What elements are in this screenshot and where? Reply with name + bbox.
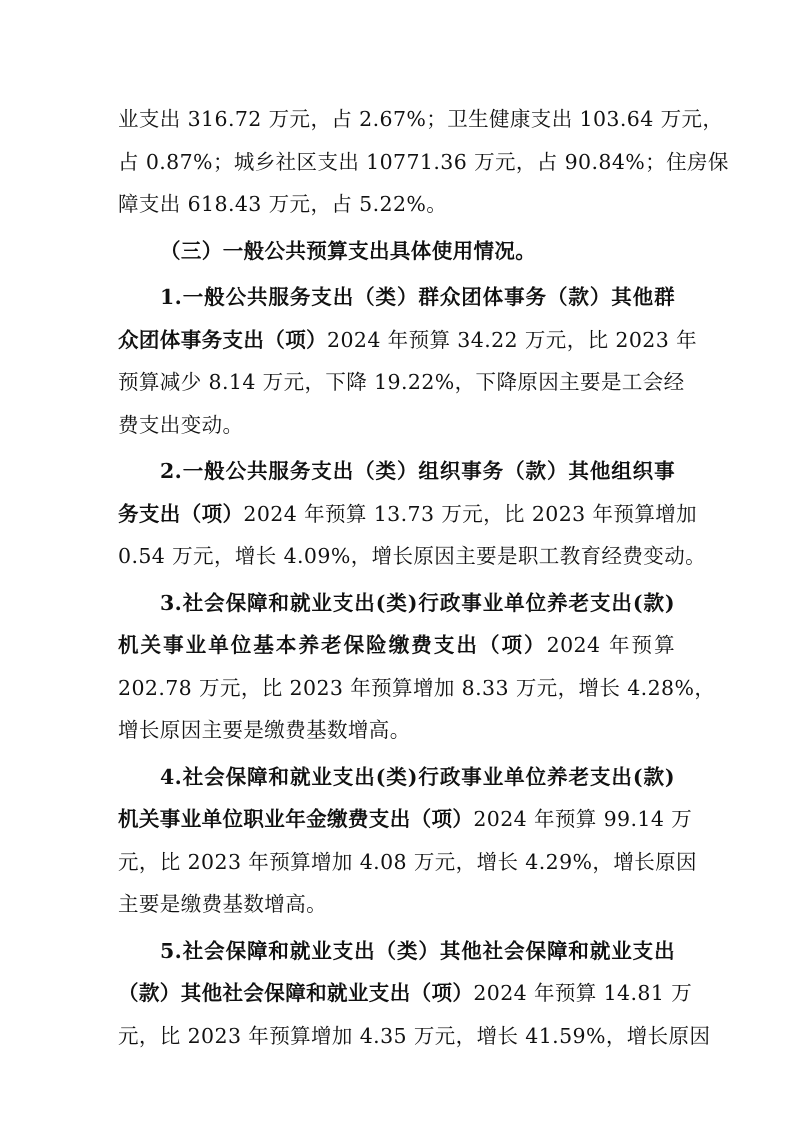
bold-text: 4.社会保障和就业支出(类)行政事业单位养老支出(款) [160,764,675,789]
text-line [118,493,698,536]
item-2-heading [118,450,675,493]
text-line [118,709,675,752]
bold-text: 2.一般公共服务支出（类）组织事务（款）其他组织事 [160,459,675,483]
item-1-heading [118,276,675,319]
line-text: 2024 年预算 99.14 万 [473,807,693,831]
bold-text: 务支出（项） [118,501,244,526]
line-text: 元，比 2023 年预算增加 4.08 万元，增长 4.29%，增长原因 [118,849,697,874]
text-line [118,841,697,884]
line-text: 主要是缴费基数增高。 [118,892,327,916]
line-text: 202.78 万元，比 2023 年预算增加 8.33 万元，增长 4.28%， [118,675,716,700]
text-line [118,98,724,141]
line-text: 占 0.87%；城乡社区支出 10771.36 万元，占 90.84%；住房保 [118,149,729,174]
bold-text: 众团体事务支出（项） [118,327,327,352]
line-text: 元，比 2023 年预算增加 4.35 万元，增长 41.59%，增长原因 [118,1023,711,1048]
text-line [118,972,693,1015]
line-text: 2024 年预算 14.81 万 [473,981,693,1005]
bold-text: 机关事业单位基本养老保险缴费支出（项） [118,633,547,657]
text-line [118,798,693,841]
line-text: 2024 年预算 [546,633,675,657]
item-3-heading [118,582,675,625]
text-line [118,319,698,362]
text-line [118,535,706,578]
text-line [118,141,729,184]
line-text: 障支出 618.43 万元，占 5.22%。 [118,192,448,216]
text-line [118,1015,711,1058]
text-line [118,883,675,926]
text-line [118,183,675,226]
bold-text: 5.社会保障和就业支出（类）其他社会保障和就业支出 [160,938,675,963]
line-text: 费支出变动。 [118,412,244,437]
line-text: 0.54 万元，增长 4.09%，增长原因主要是职工教育经费变动。 [118,544,706,568]
text-line [118,404,675,447]
text-line [118,624,675,667]
bold-text: 3.社会保障和就业支出(类)行政事业单位养老支出(款) [160,590,675,615]
line-text: 2024 年预算 34.22 万元，比 2023 年 [327,327,698,352]
heading-text: （三）一般公共预算支出具体使用情况。 [160,238,537,263]
text-line [118,667,716,710]
bold-text: 1.一般公共服务支出（类）群众团体事务（款）其他群 [160,285,675,309]
item-4-heading [118,756,675,799]
bold-text: （款）其他社会保障和就业支出（项） [118,981,474,1005]
section-heading [118,230,675,273]
line-text: 2024 年预算 13.73 万元，比 2023 年预算增加 [243,501,698,526]
item-5-heading [118,930,675,973]
line-text: 预算减少 8.14 万元，下降 19.22%，下降原因主要是工会经 [118,370,685,394]
bold-text: 机关事业单位职业年金缴费支出（项） [118,807,474,831]
text-line [118,361,685,404]
line-text: 增长原因主要是缴费基数增高。 [118,718,411,742]
line-text: 业支出 316.72 万元，占 2.67%；卫生健康支出 103.64 万元， [118,107,724,131]
